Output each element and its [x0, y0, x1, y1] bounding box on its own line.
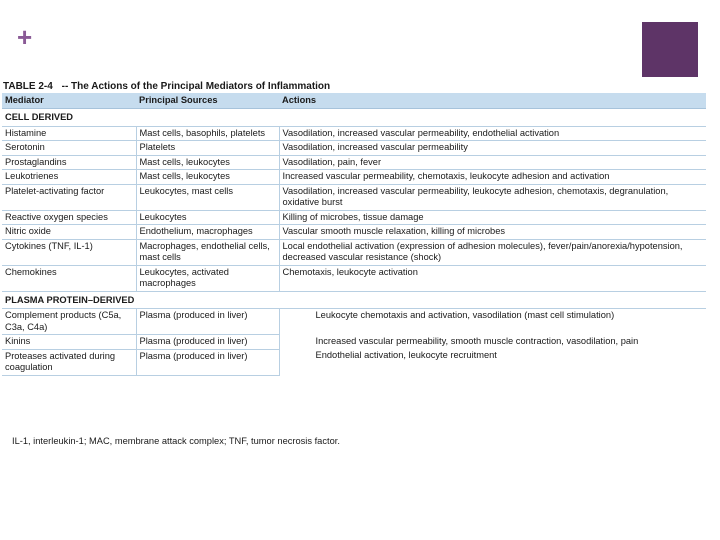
table-row	[2, 126, 706, 141]
table-row	[2, 184, 706, 210]
table-row	[2, 210, 706, 225]
table-row	[2, 335, 706, 350]
section-label-cell-derived: CELL DERIVED	[2, 109, 706, 127]
mediator-cell: Reactive oxygen species	[2, 210, 136, 225]
actions-cell: Increased vascular permeability, chemotaxis, leukocyte adhesion and activation	[279, 170, 706, 185]
actions-cell: Vasodilation, increased vascular permeability, leukocyte adhesion, chemotaxis, degranulation, oxidative burst	[279, 184, 706, 210]
sources-cell: Leukocytes	[136, 210, 279, 225]
actions-cell: Vasodilation, increased vascular permeability	[279, 141, 706, 156]
actions-cell: Killing of microbes, tissue damage	[279, 210, 706, 225]
sources-cell: Macrophages, endothelial cells, mast cells	[136, 239, 279, 265]
table-number: TABLE 2-4	[3, 81, 53, 92]
sources-cell: Leukocytes, activated macrophages	[136, 265, 279, 291]
mediator-cell: Proteases activated during coagulation	[2, 349, 136, 375]
sources-cell: Mast cells, leukocytes	[136, 155, 279, 170]
sources-cell: Platelets	[136, 141, 279, 156]
mediator-cell: Complement products (C5a, C3a, C4a)	[2, 309, 136, 335]
table-row	[2, 170, 706, 185]
actions-cell: Vasodilation, pain, fever	[279, 155, 706, 170]
table-row	[2, 141, 706, 156]
table-row	[2, 265, 706, 291]
section-label-plasma-protein-derived: PLASMA PROTEIN–DERIVED	[2, 291, 706, 309]
actions-cell: Vascular smooth muscle relaxation, killing of microbes	[279, 225, 706, 240]
table-row	[2, 239, 706, 265]
sources-cell: Plasma (produced in liver)	[136, 349, 279, 375]
table-row	[2, 155, 706, 170]
actions-cell: Increased vascular permeability, smooth muscle contraction, vasodilation, pain	[315, 335, 639, 346]
table-row	[2, 309, 706, 335]
sources-cell: Plasma (produced in liver)	[136, 335, 279, 350]
mediator-cell: Chemokines	[2, 265, 136, 291]
actions-cell: Local endothelial activation (expression of adhesion molecules), fever/pain/anorexia/hypotension, decreased vascular resistance (shock)	[279, 239, 706, 265]
sources-cell: Mast cells, basophils, platelets	[136, 126, 279, 141]
header-mediator: Mediator	[2, 93, 136, 109]
table-subtitle: -- The Actions of the Principal Mediators of Inflammation	[61, 81, 331, 92]
mediator-cell: Serotonin	[2, 141, 136, 156]
actions-cell: Vasodilation, increased vascular permeability, endothelial activation	[279, 126, 706, 141]
header-actions: Actions	[279, 93, 706, 109]
mediators-table-container	[2, 80, 706, 376]
actions-cell: Chemotaxis, leukocyte activation	[279, 265, 706, 291]
table-footnote: IL-1, interleukin-1; MAC, membrane attack complex; TNF, tumor necrosis factor.	[12, 436, 340, 446]
mediator-cell: Leukotrienes	[2, 170, 136, 185]
actions-cell: Endothelial activation, leukocyte recruitment	[315, 350, 497, 360]
mediator-cell: Platelet-activating factor	[2, 184, 136, 210]
mediators-table	[2, 93, 706, 376]
mediator-cell: Nitric oxide	[2, 225, 136, 240]
header-principal-sources: Principal Sources	[136, 93, 279, 109]
sources-cell: Mast cells, leukocytes	[136, 170, 279, 185]
table-row	[2, 225, 706, 240]
mediator-cell: Cytokines (TNF, IL-1)	[2, 239, 136, 265]
sources-cell: Endothelium, macrophages	[136, 225, 279, 240]
table-title	[2, 80, 706, 93]
table-header-row	[2, 93, 706, 109]
section-row-plasma-protein-derived	[2, 291, 706, 309]
plus-icon: +	[17, 22, 33, 52]
table-row	[2, 349, 706, 375]
actions-cell: Leukocyte chemotaxis and activation, vasodilation (mast cell stimulation)	[315, 310, 615, 320]
section-row-cell-derived	[2, 109, 706, 127]
sources-cell: Leukocytes, mast cells	[136, 184, 279, 210]
mediator-cell: Kinins	[2, 335, 136, 350]
accent-square	[642, 22, 698, 77]
sources-cell: Plasma (produced in liver)	[136, 309, 279, 335]
mediator-cell: Prostaglandins	[2, 155, 136, 170]
mediator-cell: Histamine	[2, 126, 136, 141]
